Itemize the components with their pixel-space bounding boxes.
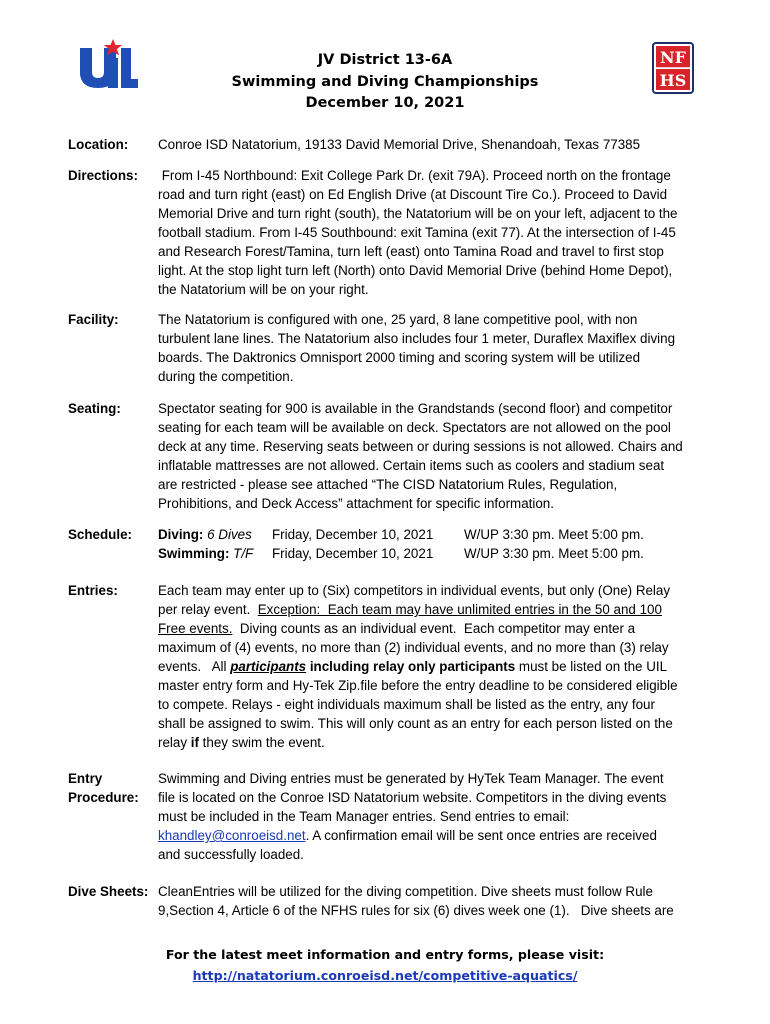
facility-line: boards. The Daktronics Omnisport 2000 timing and scoring system will be utilized (158, 350, 641, 365)
entry-procedure-text (158, 769, 714, 864)
directions-line: From I-45 Northbound: Exit College Park Dr. (exit 79A). Proceed north on the frontage (158, 168, 671, 183)
entries-participants: participants (230, 659, 307, 674)
entries-text-run: must be listed on the UIL (515, 659, 668, 674)
entries-text-run: relay (158, 735, 191, 750)
entries-text-run: they swim the event. (198, 735, 325, 750)
entries-free-events: Free events. (158, 621, 233, 636)
entry-procedure-line (158, 826, 714, 845)
facility-label: Facility: (68, 312, 119, 327)
footer-text: For the latest meet information and entry forms, please visit: (165, 947, 605, 962)
entries-text (158, 581, 714, 752)
schedule-date: Friday, December 10, 2021 (272, 546, 434, 561)
schedule-date: Friday, December 10, 2021 (272, 527, 434, 542)
directions-line: the Natatorium will be on your right. (158, 282, 369, 297)
directions-line: Memorial Drive and turn right (south), the Natatorium will be on your left, adjacent to the (158, 206, 678, 221)
schedule-times: W/UP 3:30 pm. Meet 5:00 pm. (464, 546, 644, 561)
entries-exception: Exception: Each team may have unlimited entries in the 50 and 100 (257, 602, 662, 617)
footer-link[interactable]: http://natatorium.conroeisd.net/competitive-aquatics/ (192, 968, 578, 983)
directions-line: and Research Forest/Tamina, turn left (east) onto Tamina Road and travel to first stop (158, 244, 664, 259)
seating-line: seating for each team will be available on deck. Spectators are not allowed on the pool (158, 420, 671, 435)
entries-text-run: events. All (158, 659, 231, 674)
uil-logo (76, 36, 140, 90)
entries-line: Each team may enter up to (Six) competitors in individual events, but only (One) Relay (158, 583, 671, 598)
location-label: Location: (68, 137, 129, 152)
dive-sheets-text (158, 882, 714, 920)
seating-text (158, 399, 714, 513)
seating-line: deck at any time. Reserving seats between or during sessions is not allowed. Chairs and (158, 439, 683, 454)
seating-line: Prohibitions, and Deck Access” attachment for specific information. (158, 496, 554, 511)
directions-text (158, 166, 714, 299)
entry-procedure-text-run: . A confirmation email will be sent once entries are received (305, 828, 657, 843)
entries-line: master entry form and Hy-Tek Zip.file before the entry deadline to be considered eligible (158, 678, 678, 693)
schedule-times: W/UP 3:30 pm. Meet 5:00 pm. (464, 527, 644, 542)
entries-text-run: per relay event. (158, 602, 258, 617)
nfhs-logo-top: NF (660, 48, 686, 67)
schedule-event (158, 525, 252, 544)
entries-line: to compete. Relays - eight individuals maximum shall be listed as the entry, any four (158, 697, 655, 712)
footer (100, 944, 670, 986)
entries-line (158, 657, 714, 676)
entry-procedure-line: file is located on the Conroe ISD Natatorium website. Competitors in the diving events (158, 790, 667, 805)
seating-line: inflatable mattresses are not allowed. Certain items such as coolers and stadium seat (158, 458, 665, 473)
schedule-event-detail: 6 Dives (207, 527, 252, 542)
entries-line (158, 619, 714, 638)
page-title (160, 50, 610, 115)
location-text (158, 135, 714, 154)
entries-label: Entries: (68, 583, 118, 598)
directions-line: road and turn right (east) on Ed English Drive (at Discount Tire Co.). Proceed to David (158, 187, 668, 202)
entry-procedure-label (68, 769, 139, 807)
schedule-event-name: Diving: (158, 527, 204, 542)
dive-sheets-line: 9,Section 4, Article 6 of the NFHS rules for six (6) dives week one (1). Dive sheets are (158, 903, 674, 918)
nfhs-logo (652, 42, 694, 94)
seating-line: are restricted - please see attached “The CISD Natatorium Rules, Regulation, (158, 477, 618, 492)
entries-line: maximum of (4) events, no more than (2) individual events, and no more than (3) relay (158, 640, 669, 655)
entry-procedure-line: must be included in the Team Manager entries. Send entries to email: (158, 809, 570, 824)
entry-procedure-label-2: Procedure: (68, 790, 139, 805)
entry-procedure-line: and successfully loaded. (158, 847, 304, 862)
facility-line: The Natatorium is configured with one, 25 yard, 8 lane competitive pool, with non (158, 312, 638, 327)
facility-line: during the competition. (158, 369, 294, 384)
seating-line: Spectator seating for 900 is available in the Grandstands (second floor) and competitor (158, 401, 673, 416)
entries-if: if (190, 735, 199, 750)
entries-line: shall be assigned to swim. This will only count as an entry for each person listed on the (158, 716, 673, 731)
entries-text-run: Diving counts as an individual event. Each competitor may enter a (232, 621, 636, 636)
entry-procedure-label-1: Entry (68, 771, 103, 786)
facility-text (158, 310, 714, 386)
seating-label: Seating: (68, 401, 121, 416)
dive-sheets-label: Dive Sheets: (68, 884, 149, 899)
entries-relay-only: including relay only participants (306, 659, 516, 674)
title-line-1: JV District 13-6A (317, 52, 453, 68)
dive-sheets-line: CleanEntries will be utilized for the diving competition. Dive sheets must follow Rule (158, 884, 653, 899)
schedule-event-detail: T/F (233, 546, 254, 561)
entries-line (158, 733, 714, 752)
directions-label: Directions: (68, 168, 138, 183)
directions-line: light. At the stop light turn left (North) onto David Memorial Drive (behind Home Depot), (158, 263, 673, 278)
entry-procedure-line: Swimming and Diving entries must be generated by HyTek Team Manager. The event (158, 771, 664, 786)
schedule-label: Schedule: (68, 527, 132, 542)
title-line-2: Swimming and Diving Championships (231, 73, 539, 90)
facility-line: turbulent lane lines. The Natatorium also includes four 1 meter, Duraflex Maxiflex diving (158, 331, 676, 346)
title-line-3: December 10, 2021 (305, 95, 465, 111)
entries-line (158, 600, 714, 619)
directions-line: football stadium. From I-45 Southbound: exit Tamina (exit 77). At the intersection of I-45 (158, 225, 676, 240)
schedule-event-name: Swimming: (158, 546, 230, 561)
schedule-event (158, 544, 253, 563)
entries-email-link[interactable]: khandley@conroeisd.net (158, 828, 306, 843)
location-line: Conroe ISD Natatorium, 19133 David Memorial Drive, Shenandoah, Texas 77385 (158, 137, 641, 152)
nfhs-logo-bottom: HS (659, 71, 687, 90)
